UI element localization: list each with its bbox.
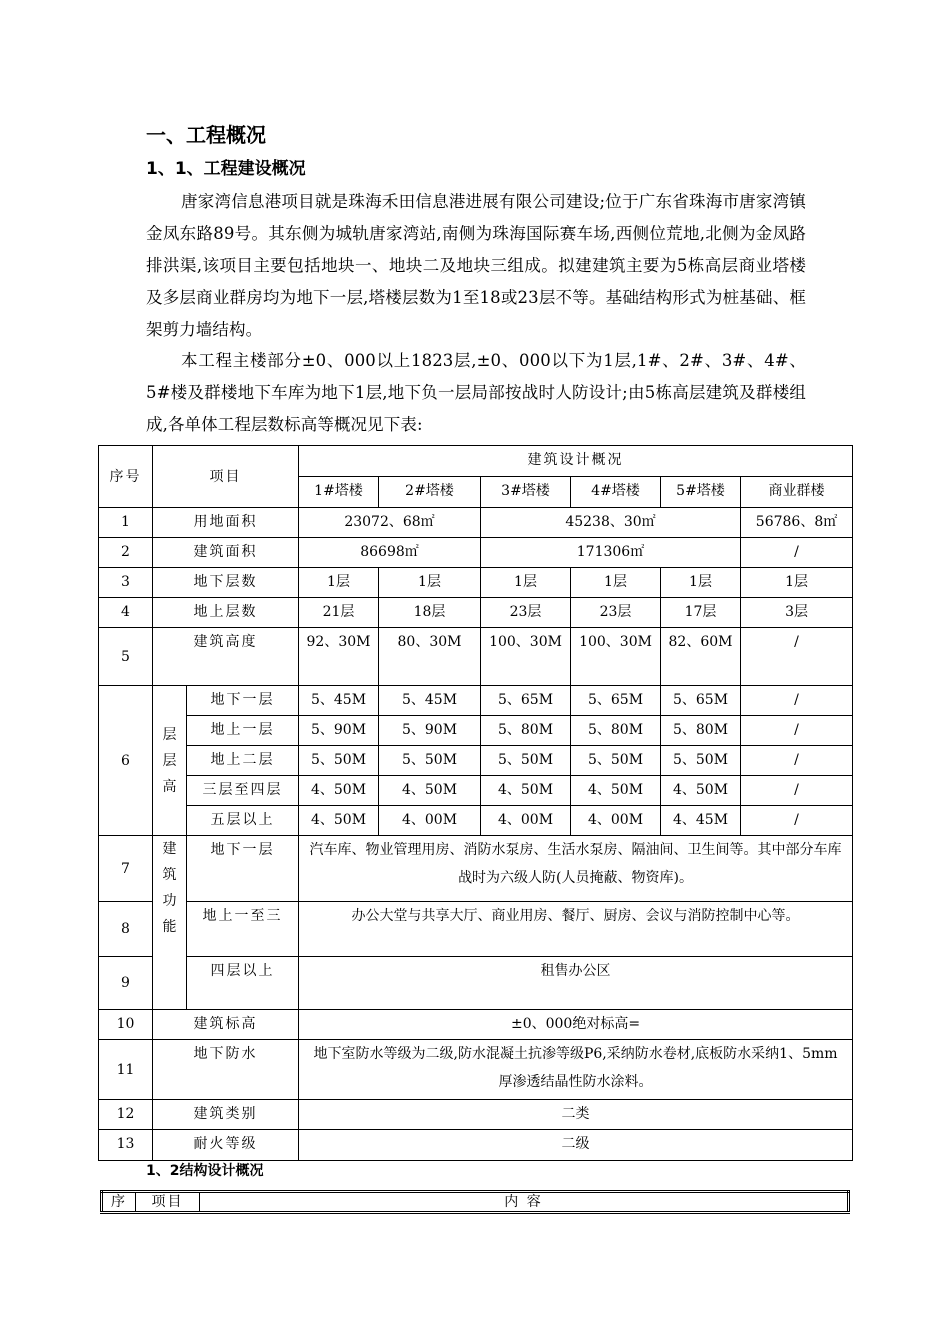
cell-value: 5、90M — [379, 716, 481, 746]
cell-value: 3层 — [741, 598, 853, 628]
subsection-title-1-1: 1、1、工程建设概况 — [146, 159, 306, 179]
row-item: 建筑标高 — [153, 1010, 299, 1040]
row-no: 4 — [99, 598, 153, 628]
row-no: 7 — [99, 836, 153, 902]
table-row — [99, 836, 853, 902]
cell-value: / — [741, 776, 853, 806]
group-label: 建筑功能 — [162, 841, 177, 935]
row-no: 1 — [99, 508, 153, 538]
cell-value: 45238、30㎡ — [481, 508, 741, 538]
row-no: 3 — [99, 568, 153, 598]
floor-height-group — [153, 686, 187, 836]
paragraph-floors: 本工程主楼部分±0、000以上1823层,±0、000以下为1层,1#、2#、3#、4#、5#楼及群楼地下车库为地下1层,地下负一层局部按战时人防设计;由5栋高层建筑及群楼组成,各单体工程层数标高等概况见下表: — [146, 351, 806, 434]
table-row — [99, 716, 853, 746]
cell-value: / — [741, 538, 853, 568]
cell-value: 5、50M — [379, 746, 481, 776]
cell-value: 5、50M — [299, 746, 379, 776]
cell-value: 5、50M — [661, 746, 741, 776]
row-item: 地下层数 — [153, 568, 299, 598]
cell-value: 80、30M — [379, 628, 481, 686]
sub-label: 三层至四层 — [187, 776, 299, 806]
cell-value: 5、80M — [481, 716, 571, 746]
cell-value: 1层 — [299, 568, 379, 598]
cell-value: 171306㎡ — [481, 538, 741, 568]
cell-value: 4、50M — [481, 776, 571, 806]
table-row — [99, 598, 853, 628]
cell-value: 5、50M — [571, 746, 661, 776]
building-5: 5#塔楼 — [661, 477, 741, 508]
section-title: 一、工程概况 — [146, 123, 266, 147]
cell-value: 1层 — [661, 568, 741, 598]
group-label: 层层高 — [162, 726, 177, 795]
row-item: 用地面积 — [153, 508, 299, 538]
building-4: 4#塔楼 — [571, 477, 661, 508]
cell-value: 56786、8㎡ — [741, 508, 853, 538]
table-row — [99, 1010, 853, 1040]
cell-value: / — [741, 628, 853, 686]
cell-value: 1层 — [741, 568, 853, 598]
row-no: 12 — [99, 1100, 153, 1130]
table-row — [99, 746, 853, 776]
row-no: 10 — [99, 1010, 153, 1040]
cell-value: 4、50M — [299, 776, 379, 806]
cell-value: 5、65M — [481, 686, 571, 716]
row-no: 9 — [99, 957, 153, 1010]
cell-text: 地下室防水等级为二级,防水混凝土抗渗等级P6,采纳防水卷材,底板防水采纳1、5mm厚渗透结晶性防水涂料。 — [299, 1040, 853, 1100]
table-header-row — [99, 446, 853, 477]
row-item: 建筑类别 — [153, 1100, 299, 1130]
cell-value: 23072、68㎡ — [299, 508, 481, 538]
table-row — [99, 628, 853, 686]
table-row — [99, 508, 853, 538]
row-no: 6 — [99, 686, 153, 836]
cell-value: 4、50M — [571, 776, 661, 806]
cell-value: 17层 — [661, 598, 741, 628]
function-group — [153, 836, 187, 1010]
sub-label: 四层以上 — [187, 957, 299, 1010]
cell-value: 5、45M — [379, 686, 481, 716]
row-item: 地上层数 — [153, 598, 299, 628]
row-no: 8 — [99, 902, 153, 957]
cell-value: 1层 — [481, 568, 571, 598]
cell-value: 5、80M — [571, 716, 661, 746]
struct-header-item: 项目 — [136, 1192, 200, 1213]
sub-label: 地下一层 — [187, 686, 299, 716]
table-row — [99, 1040, 853, 1100]
building-3: 3#塔楼 — [481, 477, 571, 508]
cell-value: 82、60M — [661, 628, 741, 686]
sub-label: 地下一层 — [187, 836, 299, 902]
cell-value: 23层 — [571, 598, 661, 628]
cell-value: 100、30M — [481, 628, 571, 686]
cell-text: ±0、000绝对标高= — [299, 1010, 853, 1040]
header-design: 建筑设计概况 — [299, 446, 853, 477]
cell-text: 租售办公区 — [299, 957, 853, 1010]
row-no: 13 — [99, 1130, 153, 1161]
cell-value: / — [741, 686, 853, 716]
row-no: 2 — [99, 538, 153, 568]
table-row — [99, 957, 853, 1010]
cell-value: 4、45M — [661, 806, 741, 836]
paragraph-overview: 唐家湾信息港项目就是珠海禾田信息港进展有限公司建设;位于广东省珠海市唐家湾镇金凤东路89号。其东侧为城轨唐家湾站,南侧为珠海国际赛车场,西侧位荒地,北侧为金凤路排洪渠,该项目主要包括地块一、地块二及地块三组成。拟建建筑主要为5栋高层商业塔楼及多层商业群房均为地下一层,塔楼层数为1至18或23层不等。基础结构形式为桩基础、框架剪力墙结构。 — [146, 192, 806, 339]
row-no: 5 — [99, 628, 153, 686]
row-item: 建筑高度 — [153, 628, 299, 686]
cell-text: 汽车库、物业管理用房、消防水泵房、生活水泵房、隔油间、卫生间等。其中部分车库战时为六级人防(人员掩蔽、物资库)。 — [299, 836, 853, 902]
cell-value: 4、00M — [571, 806, 661, 836]
cell-value: 86698㎡ — [299, 538, 481, 568]
struct-header-row — [102, 1192, 849, 1213]
cell-value: 21层 — [299, 598, 379, 628]
cell-value: 5、50M — [481, 746, 571, 776]
header-seq: 序号 — [99, 446, 153, 508]
cell-value: 5、65M — [661, 686, 741, 716]
table-row — [99, 776, 853, 806]
cell-value: 100、30M — [571, 628, 661, 686]
structure-design-table — [100, 1190, 850, 1214]
cell-value: / — [741, 716, 853, 746]
cell-value: 4、50M — [299, 806, 379, 836]
cell-text: 办公大堂与共享大厅、商业用房、餐厅、厨房、会议与消防控制中心等。 — [299, 902, 853, 957]
table-row — [99, 568, 853, 598]
subsection-title-1-2: 1、2结构设计概况 — [146, 1163, 264, 1179]
row-item: 建筑面积 — [153, 538, 299, 568]
row-no: 11 — [99, 1040, 153, 1100]
table-row — [99, 902, 853, 957]
cell-value: 5、65M — [571, 686, 661, 716]
cell-text: 二类 — [299, 1100, 853, 1130]
row-item: 耐火等级 — [153, 1130, 299, 1161]
sub-label: 地上一层 — [187, 716, 299, 746]
cell-value: 1层 — [379, 568, 481, 598]
building-overview-table — [98, 445, 853, 1161]
cell-value: 4、50M — [379, 776, 481, 806]
table-row — [99, 806, 853, 836]
cell-value: / — [741, 746, 853, 776]
sub-label: 地上二层 — [187, 746, 299, 776]
cell-text: 二级 — [299, 1130, 853, 1161]
cell-value: 5、45M — [299, 686, 379, 716]
cell-value: 18层 — [379, 598, 481, 628]
sub-label: 五层以上 — [187, 806, 299, 836]
table-row — [99, 538, 853, 568]
building-2: 2#塔楼 — [379, 477, 481, 508]
building-podium: 商业群楼 — [741, 477, 853, 508]
cell-value: / — [741, 806, 853, 836]
cell-value: 23层 — [481, 598, 571, 628]
sub-label: 地上一至三 — [187, 902, 299, 957]
cell-value: 5、80M — [661, 716, 741, 746]
table-row — [99, 686, 853, 716]
header-item: 项目 — [153, 446, 299, 508]
cell-value: 1层 — [571, 568, 661, 598]
table-row — [99, 1130, 853, 1161]
building-1: 1#塔楼 — [299, 477, 379, 508]
table-row — [99, 1100, 853, 1130]
cell-value: 4、00M — [481, 806, 571, 836]
cell-value: 4、50M — [661, 776, 741, 806]
cell-value: 92、30M — [299, 628, 379, 686]
struct-header-seq: 序 — [102, 1192, 136, 1213]
cell-value: 5、90M — [299, 716, 379, 746]
cell-value: 4、00M — [379, 806, 481, 836]
row-item: 地下防水 — [153, 1040, 299, 1100]
struct-header-content: 内 容 — [200, 1192, 849, 1213]
